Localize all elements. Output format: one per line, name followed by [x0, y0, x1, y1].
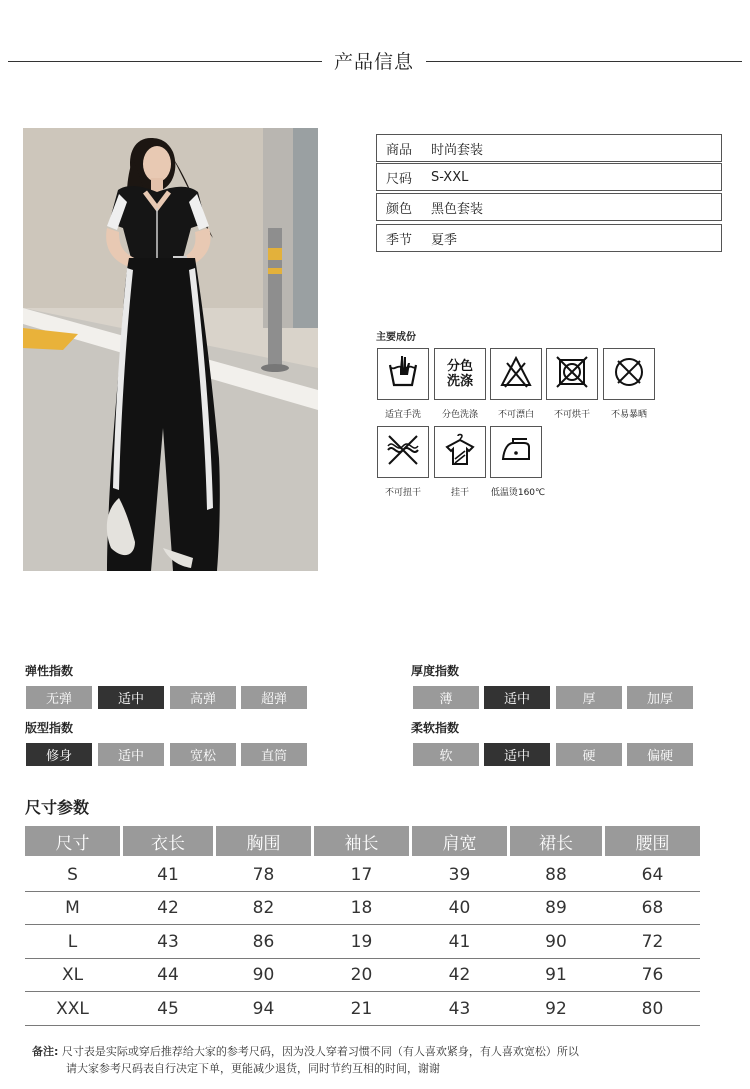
size-table-cell: 80	[641, 998, 664, 1019]
elasticity-index-title: 弹性指数	[25, 664, 74, 678]
page-title: 产品信息	[333, 51, 414, 73]
size-header-cell: 肩宽	[412, 826, 507, 856]
size-table-cell: 42	[448, 965, 471, 985]
size-table-cell: 76	[641, 965, 664, 985]
care-label: 分色洗涤	[441, 410, 478, 420]
size-header-cell: 胸围	[216, 826, 311, 856]
softness-option: 硬	[556, 743, 622, 766]
care-label: 适宜手洗	[384, 410, 421, 420]
care-item-no-tumble-dry	[546, 348, 598, 400]
note-label: 备注:	[32, 1045, 59, 1058]
no-wring-icon	[385, 433, 421, 471]
size-table-cell: 17	[350, 864, 373, 885]
note-line-2: 请大家参考尺码表自行决定下单，更能减少退货，同时节约互相的时间，谢谢	[66, 1062, 440, 1075]
size-table-cell: 94	[252, 998, 275, 1019]
softness-option: 适中	[484, 743, 550, 766]
info-value: 夏季	[431, 232, 458, 248]
size-table-cell: 90	[252, 965, 275, 985]
info-row-product	[376, 134, 722, 162]
separate-wash-icon	[447, 359, 473, 389]
note-text-1: 尺寸表是实际或穿后推荐给大家的参考尺码，因为没人穿着习惯不同（有人喜欢紧身，有人喜欢宽松）所以	[61, 1045, 579, 1058]
info-value: S-XXL	[431, 169, 469, 185]
size-table-cell: XXL	[56, 998, 89, 1019]
care-item-no-wring	[377, 426, 429, 478]
size-table-cell: 82	[252, 898, 275, 918]
hang-dry-icon	[443, 433, 477, 471]
care-item-separate-wash	[434, 348, 486, 400]
elasticity-option: 无弹	[26, 686, 92, 709]
fit-index-title: 版型指数	[25, 721, 74, 735]
separate-wash-text-1: 分色	[446, 359, 473, 374]
softness-option: 偏硬	[627, 743, 693, 766]
size-table-title: 尺寸参数	[25, 798, 90, 817]
low-iron-icon	[499, 433, 533, 471]
size-table-cell: 19	[350, 931, 373, 952]
note-line-1	[32, 1043, 579, 1059]
info-key: 季节	[386, 232, 413, 248]
info-value: 黑色套装	[431, 201, 484, 217]
separate-wash-text-2: 洗涤	[446, 374, 473, 389]
size-table-cell: S	[67, 864, 78, 885]
size-table-cell: 43	[157, 931, 179, 952]
thickness-option: 加厚	[627, 686, 693, 709]
size-header-cell: 裙长	[510, 826, 602, 856]
size-table-cell: 41	[448, 931, 471, 952]
info-row-color	[376, 193, 722, 221]
size-table-cell: 43	[448, 998, 471, 1019]
care-item-low-iron	[490, 426, 542, 478]
care-label: 不易暴晒	[610, 410, 647, 420]
info-row-size	[376, 163, 722, 191]
no-bleach-icon	[499, 355, 533, 393]
size-table-cell: 91	[545, 965, 567, 985]
size-table-cell: 20	[350, 965, 373, 985]
fit-option: 适中	[98, 743, 164, 766]
elasticity-option: 高弹	[170, 686, 236, 709]
size-table-cell: 68	[641, 898, 664, 918]
no-tumble-dry-icon	[555, 355, 589, 393]
info-value: 时尚套装	[431, 142, 484, 158]
care-label: 低温烫160℃	[490, 488, 546, 498]
size-table-cell: XL	[61, 965, 84, 985]
size-table-cell: L	[67, 931, 78, 952]
care-label: 不可扭干	[384, 488, 421, 498]
size-table-cell: 45	[157, 998, 179, 1019]
size-table-row-divider	[25, 1025, 700, 1026]
info-row-season	[376, 224, 722, 252]
size-table-cell: 92	[545, 998, 567, 1019]
fit-option: 直筒	[241, 743, 307, 766]
size-table-cell: 90	[545, 931, 567, 952]
product-photo	[23, 128, 318, 571]
size-header-cell: 袖长	[314, 826, 409, 856]
size-header-cell: 衣长	[123, 826, 213, 856]
elasticity-option: 超弹	[241, 686, 307, 709]
size-table-cell: 39	[448, 864, 471, 885]
care-item-no-sun-dry	[603, 348, 655, 400]
size-table-cell: 41	[157, 864, 179, 885]
size-table-cell: 64	[641, 864, 664, 885]
size-table-cell: M	[65, 898, 80, 918]
size-table-cell: 88	[545, 864, 567, 885]
size-table-cell: 72	[641, 931, 664, 952]
hand-wash-icon	[386, 355, 420, 393]
size-table-cell: 89	[545, 898, 567, 918]
softness-option: 软	[413, 743, 479, 766]
size-table-cell: 21	[350, 998, 373, 1019]
care-title: 主要成份	[376, 332, 416, 343]
care-label: 不可漂白	[497, 410, 534, 420]
size-table-cell: 44	[157, 965, 179, 985]
softness-index-title: 柔软指数	[411, 721, 460, 735]
size-table-cell: 42	[157, 898, 179, 918]
size-table-cell: 40	[448, 898, 471, 918]
header-line-right	[426, 61, 742, 62]
thickness-option: 适中	[484, 686, 550, 709]
size-table-cell: 86	[252, 931, 275, 952]
fit-option: 宽松	[170, 743, 236, 766]
thickness-option: 厚	[556, 686, 622, 709]
care-item-no-bleach	[490, 348, 542, 400]
care-label: 挂干	[450, 488, 469, 498]
fit-option: 修身	[26, 743, 92, 766]
care-item-hang-dry	[434, 426, 486, 478]
size-header-cell: 腰围	[605, 826, 700, 856]
elasticity-option: 适中	[98, 686, 164, 709]
info-key: 尺码	[386, 171, 413, 187]
info-key: 商品	[386, 142, 413, 158]
care-label: 不可烘干	[553, 410, 590, 420]
thickness-index-title: 厚度指数	[411, 664, 460, 678]
no-sun-dry-icon	[612, 355, 646, 393]
size-table-cell: 78	[252, 864, 275, 885]
thickness-option: 薄	[413, 686, 479, 709]
header-line-left	[8, 61, 322, 62]
care-item-hand-wash	[377, 348, 429, 400]
size-header-cell: 尺寸	[25, 826, 120, 856]
info-key: 颜色	[386, 201, 413, 217]
size-table-cell: 18	[350, 898, 373, 918]
